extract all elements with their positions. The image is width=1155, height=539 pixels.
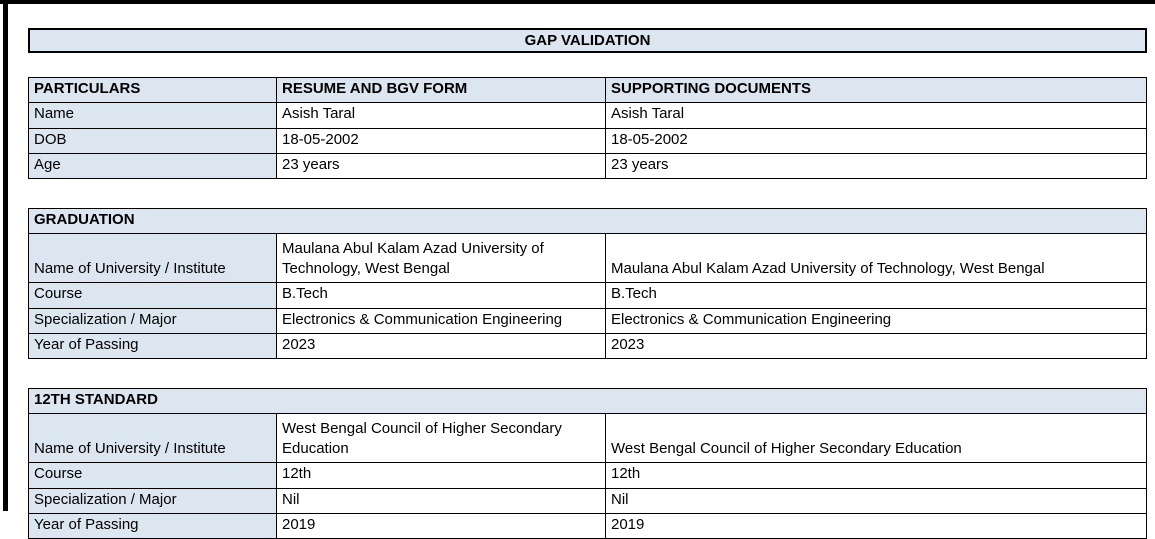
resume-value-cell: Electronics & Communication Engineering	[277, 308, 606, 333]
table-row-specialization	[29, 308, 1147, 333]
resume-value-cell: 12th	[277, 463, 606, 488]
supporting-value-cell: 23 years	[606, 153, 1147, 178]
supporting-value-cell: 12th	[606, 463, 1147, 488]
table-row-university	[29, 234, 1147, 283]
document-frame-left	[3, 0, 8, 511]
resume-value-cell: Maulana Abul Kalam Azad University of Technology, West Bengal	[277, 234, 606, 283]
particulars-table	[28, 77, 1147, 179]
gap-validation-document	[28, 28, 1147, 539]
supporting-value-cell: 2019	[606, 513, 1147, 538]
graduation-section-header-row	[29, 209, 1147, 234]
row-label-cell: Specialization / Major	[29, 308, 277, 333]
row-label-cell: Specialization / Major	[29, 488, 277, 513]
table-row-university	[29, 414, 1147, 463]
supporting-value-cell: West Bengal Council of Higher Secondary Education	[606, 414, 1147, 463]
document-title: GAP VALIDATION	[524, 32, 651, 49]
row-label-cell: Year of Passing	[29, 513, 277, 538]
table-row-year-of-passing	[29, 513, 1147, 538]
column-header-supporting-documents: SUPPORTING DOCUMENTS	[606, 78, 1147, 103]
document-frame-top	[0, 0, 1155, 4]
row-label-cell: Name of University / Institute	[29, 234, 277, 283]
table-row-course	[29, 463, 1147, 488]
twelfth-standard-table	[28, 388, 1147, 539]
row-label-cell: Name of University / Institute	[29, 414, 277, 463]
supporting-value-cell: Asish Taral	[606, 103, 1147, 128]
row-label-cell: Course	[29, 463, 277, 488]
resume-value-cell: West Bengal Council of Higher Secondary Education	[277, 414, 606, 463]
table-row-dob	[29, 128, 1147, 153]
table-row-specialization	[29, 488, 1147, 513]
row-label-cell: Course	[29, 283, 277, 308]
table-row-age	[29, 153, 1147, 178]
graduation-table	[28, 208, 1147, 359]
document-title-bar	[28, 28, 1147, 53]
row-label-cell: DOB	[29, 128, 277, 153]
section-title-12th-standard: 12TH STANDARD	[29, 389, 1147, 414]
resume-value-cell: Asish Taral	[277, 103, 606, 128]
particulars-header-row	[29, 78, 1147, 103]
row-label-cell: Age	[29, 153, 277, 178]
resume-value-cell: 2023	[277, 333, 606, 358]
resume-value-cell: Nil	[277, 488, 606, 513]
resume-value-cell: B.Tech	[277, 283, 606, 308]
supporting-value-cell: Maulana Abul Kalam Azad University of Technology, West Bengal	[606, 234, 1147, 283]
supporting-value-cell: 18-05-2002	[606, 128, 1147, 153]
table-row-course	[29, 283, 1147, 308]
supporting-value-cell: 2023	[606, 333, 1147, 358]
supporting-value-cell: Nil	[606, 488, 1147, 513]
resume-value-cell: 23 years	[277, 153, 606, 178]
row-label-cell: Year of Passing	[29, 333, 277, 358]
table-row-name	[29, 103, 1147, 128]
resume-value-cell: 2019	[277, 513, 606, 538]
row-label-cell: Name	[29, 103, 277, 128]
column-header-particulars: PARTICULARS	[29, 78, 277, 103]
supporting-value-cell: Electronics & Communication Engineering	[606, 308, 1147, 333]
table-row-year-of-passing	[29, 333, 1147, 358]
resume-value-cell: 18-05-2002	[277, 128, 606, 153]
column-header-resume-bgv-form: RESUME AND BGV FORM	[277, 78, 606, 103]
section-title-graduation: GRADUATION	[29, 209, 1147, 234]
twelfth-section-header-row	[29, 389, 1147, 414]
supporting-value-cell: B.Tech	[606, 283, 1147, 308]
